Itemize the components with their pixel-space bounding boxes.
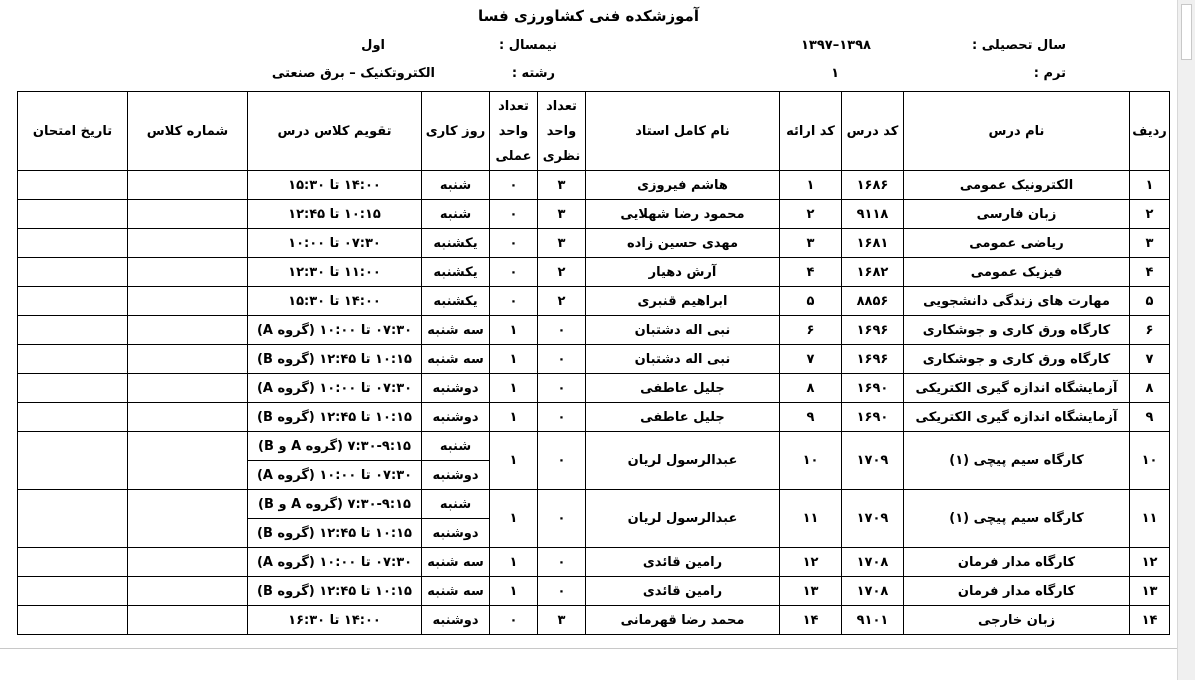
instructor-name: نبی اله دشتبان [586, 345, 780, 374]
class-day: سه شنبه [422, 577, 490, 606]
offer-code: ۸ [780, 374, 842, 403]
practical-units: ۰ [490, 200, 538, 229]
header-course-code: کد درس [842, 92, 904, 171]
room-cell [128, 548, 248, 577]
class-day: شنبه [422, 432, 490, 461]
class-schedule: ۰۷:۳۰ تا ۱۰:۰۰ (گروه A) [248, 548, 422, 577]
offer-code: ۶ [780, 316, 842, 345]
course-code: ۱۶۹۶ [842, 316, 904, 345]
vertical-scrollbar[interactable] [1177, 0, 1195, 680]
theory-units: ۳ [538, 229, 586, 258]
class-schedule: ۰۷:۳۰ تا ۱۰:۰۰ (گروه A) [248, 316, 422, 345]
exam-date-cell [18, 548, 128, 577]
row-number: ۴ [1130, 258, 1170, 287]
class-schedule: ۱۰:۱۵ تا ۱۲:۴۵ [248, 200, 422, 229]
header-offer-code: کد ارائه [780, 92, 842, 171]
room-cell [128, 577, 248, 606]
exam-date-cell [18, 606, 128, 635]
course-name: کارگاه سیم پیچی (۱) [904, 490, 1130, 548]
offer-code: ۱۲ [780, 548, 842, 577]
course-name: کارگاه ورق کاری و جوشکاری [904, 345, 1130, 374]
row-number: ۱۱ [1130, 490, 1170, 548]
class-schedule: ۱۰:۱۵ تا ۱۲:۴۵ (گروه B) [248, 403, 422, 432]
practical-units: ۱ [490, 490, 538, 548]
course-name: کارگاه مدار فرمان [904, 577, 1130, 606]
practical-units: ۰ [490, 229, 538, 258]
table-row [18, 316, 1170, 345]
room-cell [128, 606, 248, 635]
table-row [18, 490, 1170, 519]
offer-code: ۷ [780, 345, 842, 374]
header-day: روز کاری [422, 92, 490, 171]
instructor-name: جلیل عاطفی [586, 403, 780, 432]
class-day: سه شنبه [422, 548, 490, 577]
table-row [18, 606, 1170, 635]
practical-units: ۱ [490, 316, 538, 345]
class-day: یکشنبه [422, 229, 490, 258]
class-schedule: ۱۴:۰۰ تا ۱۵:۳۰ [248, 171, 422, 200]
offer-code: ۹ [780, 403, 842, 432]
row-number: ۱۴ [1130, 606, 1170, 635]
course-code: ۱۶۸۲ [842, 258, 904, 287]
practical-units: ۱ [490, 403, 538, 432]
exam-date-cell [18, 345, 128, 374]
table-row [18, 432, 1170, 461]
room-cell [128, 171, 248, 200]
room-cell [128, 316, 248, 345]
course-name: مهارت های زندگی دانشجویی [904, 287, 1130, 316]
course-code: ۹۱۰۱ [842, 606, 904, 635]
offer-code: ۴ [780, 258, 842, 287]
offer-code: ۱۰ [780, 432, 842, 490]
instructor-name: مهدی حسین زاده [586, 229, 780, 258]
instructor-name: ابراهیم قنبری [586, 287, 780, 316]
row-number: ۱۳ [1130, 577, 1170, 606]
practical-units: ۰ [490, 606, 538, 635]
row-number: ۷ [1130, 345, 1170, 374]
practical-units: ۱ [490, 577, 538, 606]
scrollbar-thumb[interactable] [1181, 4, 1192, 60]
theory-units: ۲ [538, 258, 586, 287]
row-number: ۱۰ [1130, 432, 1170, 490]
class-schedule: ۱۰:۱۵ تا ۱۲:۴۵ (گروه B) [248, 519, 422, 548]
instructor-name: جلیل عاطفی [586, 374, 780, 403]
table-row [18, 200, 1170, 229]
class-day: دوشنبه [422, 461, 490, 490]
course-name: زبان خارجی [904, 606, 1130, 635]
row-number: ۹ [1130, 403, 1170, 432]
header-room: شماره کلاس [128, 92, 248, 171]
instructor-name: هاشم فیروزی [586, 171, 780, 200]
class-day: دوشنبه [422, 606, 490, 635]
offer-code: ۳ [780, 229, 842, 258]
class-day: شنبه [422, 171, 490, 200]
course-name: کارگاه سیم پیچی (۱) [904, 432, 1130, 490]
table-row [18, 548, 1170, 577]
instructor-name: نبی اله دشتبان [586, 316, 780, 345]
course-name: کارگاه مدار فرمان [904, 548, 1130, 577]
room-cell [128, 490, 248, 548]
theory-units: ۳ [538, 606, 586, 635]
course-code: ۸۸۵۶ [842, 287, 904, 316]
practical-units: ۱ [490, 374, 538, 403]
exam-date-cell [18, 287, 128, 316]
course-code: ۱۷۰۹ [842, 432, 904, 490]
class-schedule: ۷:۳۰-۹:۱۵ (گروه A و B) [248, 490, 422, 519]
term-value: ۱ [831, 66, 839, 81]
offer-code: ۱۳ [780, 577, 842, 606]
header-course-name: نام درس [904, 92, 1130, 171]
class-schedule: ۱۴:۰۰ تا ۱۶:۳۰ [248, 606, 422, 635]
exam-date-cell [18, 200, 128, 229]
instructor-name: محمد رضا قهرمانی [586, 606, 780, 635]
class-schedule: ۱۴:۰۰ تا ۱۵:۳۰ [248, 287, 422, 316]
practical-units: ۱ [490, 432, 538, 490]
exam-date-cell [18, 171, 128, 200]
practical-units: ۰ [490, 287, 538, 316]
theory-units: ۳ [538, 200, 586, 229]
room-cell [128, 432, 248, 490]
theory-units: ۰ [538, 403, 586, 432]
semester-value: اول [361, 38, 385, 53]
table-row [18, 287, 1170, 316]
term-label: ترم : [1033, 66, 1066, 81]
table-row [18, 374, 1170, 403]
table-row [18, 345, 1170, 374]
practical-units: ۱ [490, 548, 538, 577]
offer-code: ۲ [780, 200, 842, 229]
class-schedule: ۱۰:۱۵ تا ۱۲:۴۵ (گروه B) [248, 345, 422, 374]
course-code: ۱۶۹۶ [842, 345, 904, 374]
course-code: ۹۱۱۸ [842, 200, 904, 229]
instructor-name: عبدالرسول لریان [586, 432, 780, 490]
course-name: ریاضی عمومی [904, 229, 1130, 258]
theory-units: ۰ [538, 316, 586, 345]
exam-date-cell [18, 490, 128, 548]
theory-units: ۲ [538, 287, 586, 316]
course-name: کارگاه ورق کاری و جوشکاری [904, 316, 1130, 345]
course-code: ۱۶۸۶ [842, 171, 904, 200]
course-name: الکترونیک عمومی [904, 171, 1130, 200]
course-code: ۱۷۰۹ [842, 490, 904, 548]
page-bottom-divider [0, 648, 1177, 649]
exam-date-cell [18, 258, 128, 287]
theory-units: ۰ [538, 548, 586, 577]
header-exam-date: تاریخ امتحان [18, 92, 128, 171]
row-number: ۵ [1130, 287, 1170, 316]
offer-code: ۱ [780, 171, 842, 200]
course-name: آزمایشگاه اندازه گیری الکتریکی [904, 403, 1130, 432]
semester-label: نیمسال : [498, 38, 557, 53]
row-number: ۲ [1130, 200, 1170, 229]
class-day: دوشنبه [422, 403, 490, 432]
offer-code: ۵ [780, 287, 842, 316]
room-cell [128, 374, 248, 403]
class-day: یکشنبه [422, 258, 490, 287]
course-name: فیزیک عمومی [904, 258, 1130, 287]
header-practical-units: تعداد واحد عملی [490, 92, 538, 171]
row-number: ۱ [1130, 171, 1170, 200]
table-row [18, 403, 1170, 432]
theory-units: ۰ [538, 345, 586, 374]
room-cell [128, 229, 248, 258]
class-day: شنبه [422, 490, 490, 519]
academic-year-value: ۱۳۹۸–۱۳۹۷ [801, 38, 871, 53]
header-theory-units: تعداد واحد نظری [538, 92, 586, 171]
table-row [18, 258, 1170, 287]
exam-date-cell [18, 577, 128, 606]
room-cell [128, 200, 248, 229]
class-schedule: ۰۷:۳۰ تا ۱۰:۰۰ (گروه A) [248, 374, 422, 403]
row-number: ۱۲ [1130, 548, 1170, 577]
theory-units: ۰ [538, 490, 586, 548]
offer-code: ۱۱ [780, 490, 842, 548]
class-day: دوشنبه [422, 519, 490, 548]
offer-code: ۱۴ [780, 606, 842, 635]
academic-year-label: سال تحصیلی : [971, 38, 1066, 53]
exam-date-cell [18, 316, 128, 345]
class-day: شنبه [422, 200, 490, 229]
header-schedule: تقویم کلاس درس [248, 92, 422, 171]
table-row [18, 171, 1170, 200]
field-label: رشته : [511, 66, 555, 81]
class-schedule: ۱۱:۰۰ تا ۱۲:۳۰ [248, 258, 422, 287]
class-schedule: ۱۰:۱۵ تا ۱۲:۴۵ (گروه B) [248, 577, 422, 606]
exam-date-cell [18, 229, 128, 258]
class-day: سه شنبه [422, 316, 490, 345]
row-number: ۶ [1130, 316, 1170, 345]
room-cell [128, 287, 248, 316]
class-day: دوشنبه [422, 374, 490, 403]
document-title: آموزشکده فنی کشاورزی فسا [478, 7, 699, 25]
course-code: ۱۶۹۰ [842, 374, 904, 403]
practical-units: ۱ [490, 345, 538, 374]
theory-units: ۰ [538, 374, 586, 403]
room-cell [128, 403, 248, 432]
instructor-name: رامین قائدی [586, 577, 780, 606]
room-cell [128, 345, 248, 374]
instructor-name: رامین قائدی [586, 548, 780, 577]
table-row [18, 577, 1170, 606]
course-name: زبان فارسی [904, 200, 1130, 229]
instructor-name: عبدالرسول لریان [586, 490, 780, 548]
table-header-row [18, 92, 1170, 171]
class-schedule: ۰۷:۳۰ تا ۱۰:۰۰ [248, 229, 422, 258]
course-code: ۱۷۰۸ [842, 577, 904, 606]
instructor-name: آرش دهیار [586, 258, 780, 287]
practical-units: ۰ [490, 171, 538, 200]
theory-units: ۰ [538, 432, 586, 490]
room-cell [128, 258, 248, 287]
row-number: ۳ [1130, 229, 1170, 258]
course-code: ۱۷۰۸ [842, 548, 904, 577]
field-value: الکتروتکنیک – برق صنعتی [271, 66, 435, 81]
theory-units: ۳ [538, 171, 586, 200]
theory-units: ۰ [538, 577, 586, 606]
exam-date-cell [18, 374, 128, 403]
course-code: ۱۶۸۱ [842, 229, 904, 258]
exam-date-cell [18, 403, 128, 432]
instructor-name: محمود رضا شهلایی [586, 200, 780, 229]
course-schedule-table [17, 91, 1170, 635]
class-schedule: ۷:۳۰-۹:۱۵ (گروه A و B) [248, 432, 422, 461]
header-instructor: نام کامل استاد [586, 92, 780, 171]
practical-units: ۰ [490, 258, 538, 287]
course-code: ۱۶۹۰ [842, 403, 904, 432]
table-row [18, 229, 1170, 258]
class-day: یکشنبه [422, 287, 490, 316]
class-schedule: ۰۷:۳۰ تا ۱۰:۰۰ (گروه A) [248, 461, 422, 490]
class-day: سه شنبه [422, 345, 490, 374]
course-name: آزمایشگاه اندازه گیری الکتریکی [904, 374, 1130, 403]
row-number: ۸ [1130, 374, 1170, 403]
header-row-number: ردیف [1130, 92, 1170, 171]
exam-date-cell [18, 432, 128, 490]
